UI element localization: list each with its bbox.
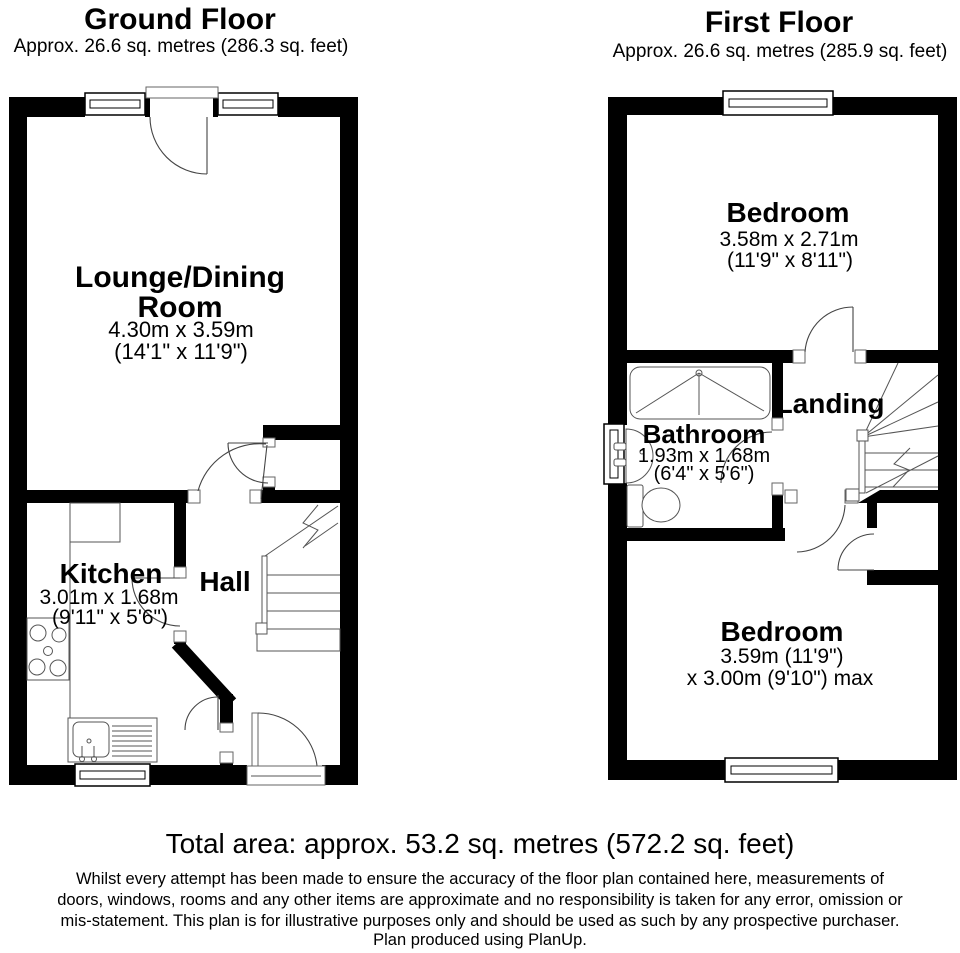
bathroom-dims-imperial: (6'4" x 5'6") xyxy=(653,463,755,485)
window-icon xyxy=(604,424,624,484)
kitchen-sink-icon xyxy=(68,718,157,762)
bedroom-back-dims-line2: x 3.00m (9'10") max xyxy=(686,667,874,690)
disclaimer-line-3: mis-statement. This plan is for illustrative purposes only and should be used as such by any prospective purchaser. xyxy=(60,912,900,930)
room-label-lounge-line1: Lounge/Dining xyxy=(75,261,285,294)
drainer-icon xyxy=(112,726,152,756)
ground-floor-plan xyxy=(9,87,358,786)
kitchen-dims-metric: 3.01m x 1.68m xyxy=(39,586,179,609)
room-label-landing: Landing xyxy=(775,388,885,419)
window-icon xyxy=(75,764,150,786)
ground-floor-windows xyxy=(75,93,278,786)
bedroom-back-dims-line1: 3.59m (11'9") xyxy=(720,645,844,668)
room-label-lounge-line2: Room xyxy=(137,291,223,324)
total-area-text: Total area: approx. 53.2 sq. metres (572.2 sq. feet) xyxy=(165,828,795,859)
first-floor-subtitle: Approx. 26.6 sq. metres (285.9 sq. feet) xyxy=(612,41,948,62)
window-icon xyxy=(218,93,278,115)
first-floor-title: First Floor xyxy=(704,6,854,39)
disclaimer-line-2: doors, windows, rooms and any other items are approximate and no responsibility is taken for any error, omission or xyxy=(57,891,903,909)
ground-floor-subtitle: Approx. 26.6 sq. metres (286.3 sq. feet) xyxy=(13,36,349,57)
kitchen-hall-door-icon xyxy=(185,695,218,730)
ground-floor-fixtures xyxy=(27,503,157,762)
room-label-kitchen: Kitchen xyxy=(59,558,163,589)
bedroom-front-door-icon xyxy=(805,307,853,352)
ground-floor-walls xyxy=(9,97,358,785)
ground-floor-stairs-icon xyxy=(256,505,340,651)
lounge-dims-metric: 4.30m x 3.59m xyxy=(108,317,254,342)
room-label-bedroom-front: Bedroom xyxy=(726,197,850,228)
toilet-icon xyxy=(627,485,680,527)
window-icon xyxy=(723,91,833,115)
lounge-dims-imperial: (14'1" x 11'9") xyxy=(114,339,248,364)
disclaimer-line-4: Plan produced using PlanUp. xyxy=(373,931,587,949)
room-label-bathroom: Bathroom xyxy=(642,419,766,449)
room-label-hall: Hall xyxy=(199,566,251,597)
bathroom-dims-metric: 1.93m x 1.68m xyxy=(637,445,771,467)
closet-door-icon xyxy=(838,534,874,570)
bath-icon xyxy=(630,367,770,419)
labels xyxy=(14,3,948,949)
bedroom-front-dims-metric: 3.58m x 2.71m xyxy=(719,228,859,251)
room-label-bedroom-back: Bedroom xyxy=(720,616,844,647)
bedroom-front-dims-imperial: (11'9" x 8'11") xyxy=(726,249,854,272)
window-icon xyxy=(725,758,838,782)
kitchen-dims-imperial: (9'11" x 5'6") xyxy=(52,606,168,629)
front-door-icon xyxy=(247,713,325,785)
bedroom-back-door-icon xyxy=(797,505,845,552)
disclaimer-line-1: Whilst every attempt has been made to ensure the accuracy of the floor plan contained here, measurements of xyxy=(75,870,885,888)
ground-floor-title: Ground Floor xyxy=(84,3,276,36)
window-icon xyxy=(85,93,145,115)
first-floor-stairs-icon xyxy=(846,363,938,501)
